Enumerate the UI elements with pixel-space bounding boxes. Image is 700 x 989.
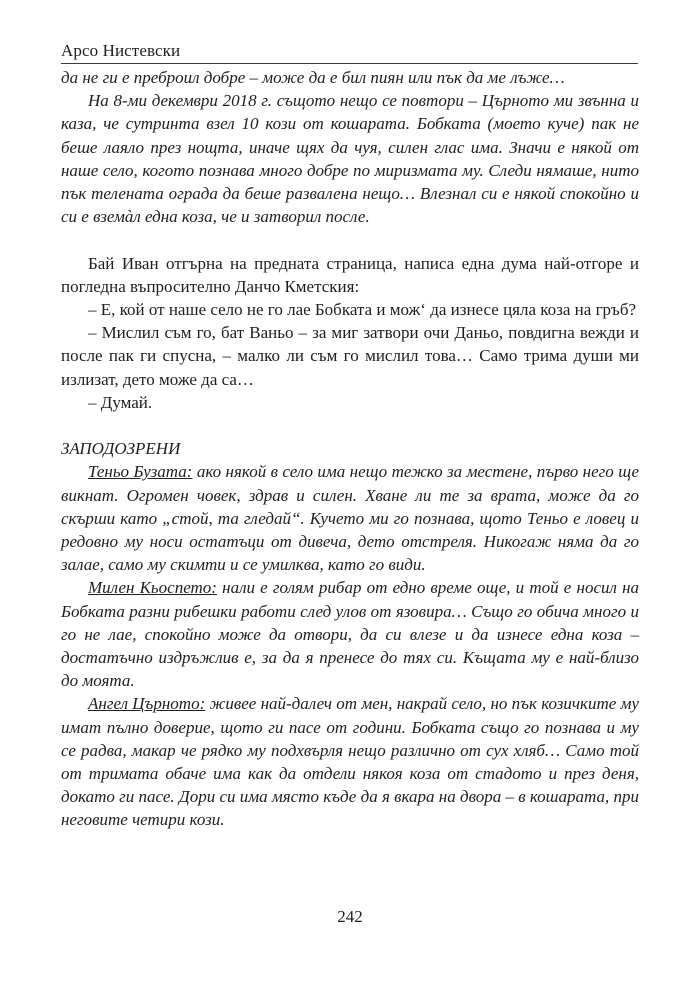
section-title: ЗАПОДОЗРЕНИ	[61, 439, 181, 459]
suspect-name: Ангел Църното:	[88, 694, 206, 714]
paragraph-bai-ivan: Бай Иван отгърна на предната страница, написа една дума най-отгоре и погледна въпросително Данчо Кметския:	[61, 253, 639, 296]
suspect-description: живее най-далеч от мен, накрай село, но пък козичките му имат пълно доверие, щото ги пасе от години. Бобката също го познава и му се радва, макар че рядко му подхвърля нещо различно от сух хляб… Само той от тримата обаче има как да отдели някоя коза от стадото и през деня, докато ги пасе. Дори си има място къде да я вкара на двора – в кошарата, при неговите четири кози.	[61, 694, 639, 830]
paragraph-gap	[61, 414, 639, 437]
suspect-name: Теньо Бузата:	[88, 462, 193, 482]
suspect-entry	[61, 460, 639, 576]
suspect-description: нали е голям рибар от едно време още, и той е носил на Бобката разни рибешки работи след улов от язовира… Също го обича много и го не лае, спокойно може да отвори, да си влезе и да изнесе една коза – достатъчно издръжлив е, за да я пренесе до тях си. Къщата му е най-близо до моята.	[61, 578, 640, 691]
suspect-description: ако някой в село има нещо тежко за местене, първо него ще викнат. Огромен човек, здрав и силен. Хване ли те за врата, може да го скърши като „стой, та гледай“. Кучето ми го познава, щото Теньо е ловец и редовно му носи остатъци от дивеча, дето отстреля. Никогаж няма да го залае, само му скимти и се умилква, като го види.	[61, 462, 639, 575]
suspect-entry	[61, 692, 639, 831]
dialogue-line: – Е, кой от наше село не го лае Бобката и мож‘ да изнесе цяла коза на гръб?	[88, 300, 637, 320]
dialogue-line: – Думай.	[88, 392, 153, 412]
running-head-author: Арсо Нистевски	[61, 41, 181, 60]
suspect-entry	[61, 576, 639, 692]
suspect-name: Милен Кьоспето:	[88, 578, 217, 598]
page-number: 242	[337, 907, 363, 926]
paragraph-december-incident: На 8-ми декември 2018 г. същото нещо се повтори – Църното ми звънна и каза, че сутринта взел 10 кози от кошарата. Бобката (моето куче) пак не беше лаяло през нощта, иначе щях да чуя, силен глас има. Значи е някой от наше село, когото познава много добре по миризмата му. Следи нямаше, нито пък телената ограда да беше развалена нещо… Влезнал си е някой спокойно и си е вземàл една коза, че и затворил после.	[61, 91, 639, 227]
paragraph-continuation: да не ги е преброил добре – може да е бил пиян или пък да ме лъже…	[61, 68, 565, 87]
paragraph-gap	[61, 228, 639, 251]
header-rule	[61, 63, 638, 64]
dialogue-line: – Мислил съм го, бат Ваньо – за миг затвори очи Даньо, повдигна вежди и после пак ги спусна, – малко ли съм го мислил това… Само трима души ми излизат, дето може да са…	[61, 323, 639, 389]
body-text	[61, 66, 639, 832]
